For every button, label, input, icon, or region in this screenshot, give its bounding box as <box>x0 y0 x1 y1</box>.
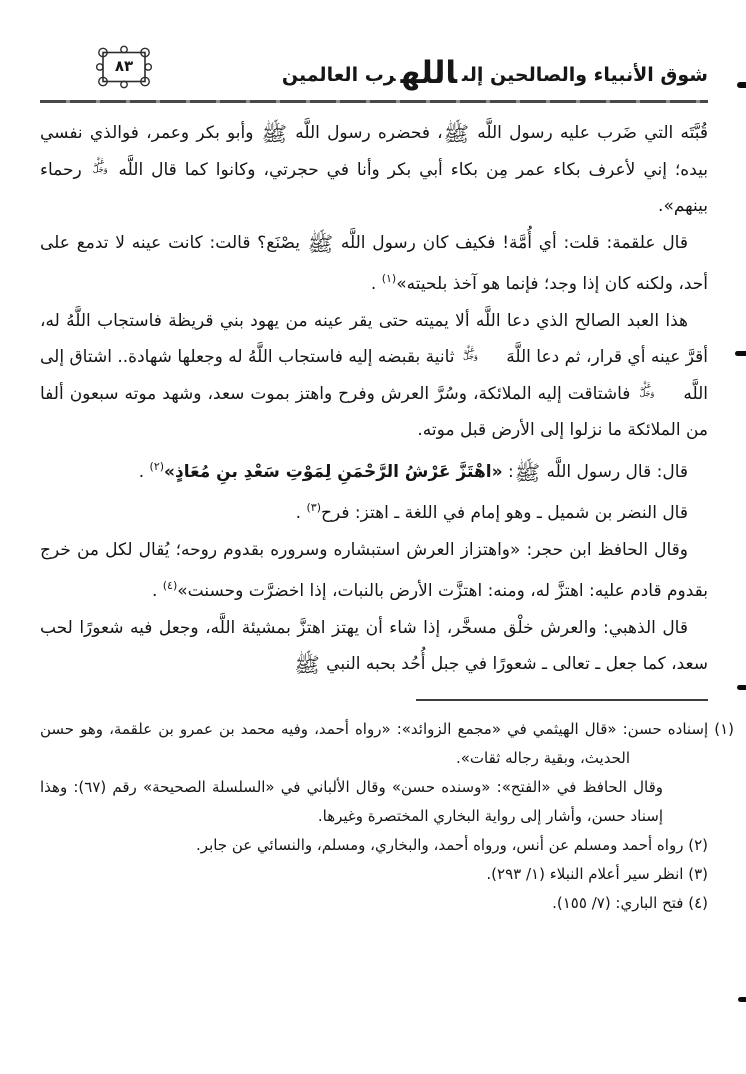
hadith-text: «اهْتَزَّ عَرْشُ الرَّحْمَنِ لِمَوْتِ سَعْدِ بنِ مُعَاذٍ» <box>164 461 503 482</box>
footnote-1: (١) إسناده حسن: «قال الهيثمي في «مجمع الزوائد»: «رواه أحمد، وفيه محمد بن عمرو بن علقمة، وهو حسن الحديث، وبقية رجاله ثقات». <box>40 719 734 767</box>
azza-bottom: وَجَلَّ <box>92 164 108 174</box>
book-title <box>282 45 708 89</box>
paragraph-5 <box>40 490 708 532</box>
page-edge-mark <box>735 351 746 356</box>
body-text: . <box>138 461 150 482</box>
paragraph-2 <box>40 225 708 303</box>
page-header <box>0 0 746 90</box>
footnotes-block <box>0 701 746 918</box>
pbuh-symbol: ﷺ <box>443 122 470 146</box>
allah-calligraphy: الله <box>400 55 458 91</box>
paragraph-4-hadith <box>40 449 708 491</box>
body-text: وأبو بكر وعمر، فوالذي نفسي بيده؛ إني لأعرف بكاء عمر مِن بكاء أبي بكر وأنا في حجرتي، وكانوا كما قال اللَّه <box>40 123 708 180</box>
body-text: وقال الحافظ ابن حجر: «واهتزاز العرش استبشاره وسروره بقدوم روحه؛ يُقال لكل من خرج بقدوم قادم عليه: اهتزَّ له، ومنه: اهتزَّت الأرض بالنبات، إذا اخضرَّت وحسنت» <box>40 539 708 601</box>
paragraph-1 <box>40 115 708 225</box>
azza-bottom: وَجَلَّ <box>639 388 655 398</box>
body-text: . <box>370 274 382 294</box>
paragraph-7 <box>40 610 708 683</box>
body-text: . <box>151 581 163 601</box>
footnote-ref-2: (٢) <box>149 459 165 473</box>
pbuh-symbol: ﷺ <box>307 231 334 256</box>
title-text-post: رب العالمين <box>281 64 396 86</box>
azza-wajal-symbol <box>639 382 674 397</box>
body-text: قال النضر بن شميل ـ وهو إمام في اللغة ـ اهتز: فرح <box>320 503 688 523</box>
page-number: ٨٣ <box>114 57 134 75</box>
page-edge-mark <box>738 997 746 1002</box>
azza-bottom: وَجَلَّ <box>462 352 478 361</box>
body-text: يصْنَع؟ قالت: كانت عينه لا تدمع على أحد، ولكنه كان إذا وجد؛ فإنما هو آخذ بلحيته» <box>40 232 708 294</box>
page-number-ornament <box>95 44 153 90</box>
paragraph-3 <box>40 303 708 449</box>
pbuh-symbol: ﷺ <box>294 653 320 677</box>
pbuh-symbol: ﷺ <box>514 460 541 485</box>
footnote-ref-1: (١) <box>381 272 397 285</box>
azza-wajal-symbol <box>463 346 498 361</box>
body-text: ثانية بقبضه إليه فاستجاب اللَّهُ له وجعلها شهادة.. اشتاق إلى اللَّه <box>40 347 708 404</box>
footnote-ref-3: (٣) <box>306 501 321 514</box>
paragraph-6 <box>40 532 708 610</box>
footnote-4: (٤) فتح الباري: (٧/ ١٥٥). <box>552 893 708 912</box>
body-text: هذا العبد الصالح الذي دعا اللَّه ألا يميته حتى يقر عينه من يهود بني قريظة فاستجاب اللَّهُ له، أقرَّ عينه أي قرار، ثم دعا اللَّهَ <box>40 310 709 367</box>
footnote-3: (٣) انظر سير أعلام النبلاء (١/ ٢٩٣). <box>486 864 708 883</box>
body-text: . <box>295 503 307 523</box>
body-text: ، فحضره رسول اللَّه <box>288 123 443 143</box>
body-text: رحماء بينهم». <box>40 159 708 216</box>
azza-wajal-symbol <box>93 158 108 173</box>
title-text-pre: شوق الأنبياء والصالحين إلى <box>462 64 708 86</box>
body-text: قال: قال رسول اللَّه <box>541 461 688 482</box>
footnote-ref-4: (٤) <box>162 579 178 592</box>
page-edge-mark <box>737 82 746 88</box>
body-text: قال الذهبي: والعرش خلْق مسخَّر، إذا شاء أن يهتز اهتزَّ بمشيئة اللَّه، وجعل فيه شعورًا لحب سعد، كما جعل ـ تعالى ـ شعورًا في جبل أُحُد بحبه النبي <box>40 617 708 674</box>
body-text: فاشتاقت إليه الملائكة، وسُرَّ العرش وفرح واهتز بموت سعد، وشهد موته سبعون ألفا من الملائكة ما نزلوا إلى الأرض قبل موته. <box>40 383 708 440</box>
azza-top: عَزَّ <box>95 157 105 166</box>
footnote-2: (٢) رواه أحمد ومسلم عن أنس، ورواه أحمد، والبخاري، ومسلم، والنسائي عن جابر. <box>196 835 708 854</box>
body-text: : <box>502 461 514 482</box>
footnote-1-continued: وقال الحافظ في «الفتح»: «وسنده حسن» وقال الألباني في «السلسلة الصحيحة» رقم (٦٧): وهذا إسناد حسن، وأشار إلى رواية البخاري المختصرة وغيرها. <box>40 777 663 825</box>
page-edge-mark <box>737 685 746 690</box>
body-text-block <box>0 103 746 701</box>
body-text: قُبَّتَه التي ضَرب عليه رسول اللَّه <box>470 123 708 143</box>
azza-top: عَزَّ <box>465 344 475 354</box>
azza-top: عَزَّ <box>642 381 652 390</box>
pbuh-symbol: ﷺ <box>261 122 288 146</box>
body-text: قال علقمة: قلت: أي أُمَّة! فكيف كان رسول اللَّه <box>334 232 688 253</box>
